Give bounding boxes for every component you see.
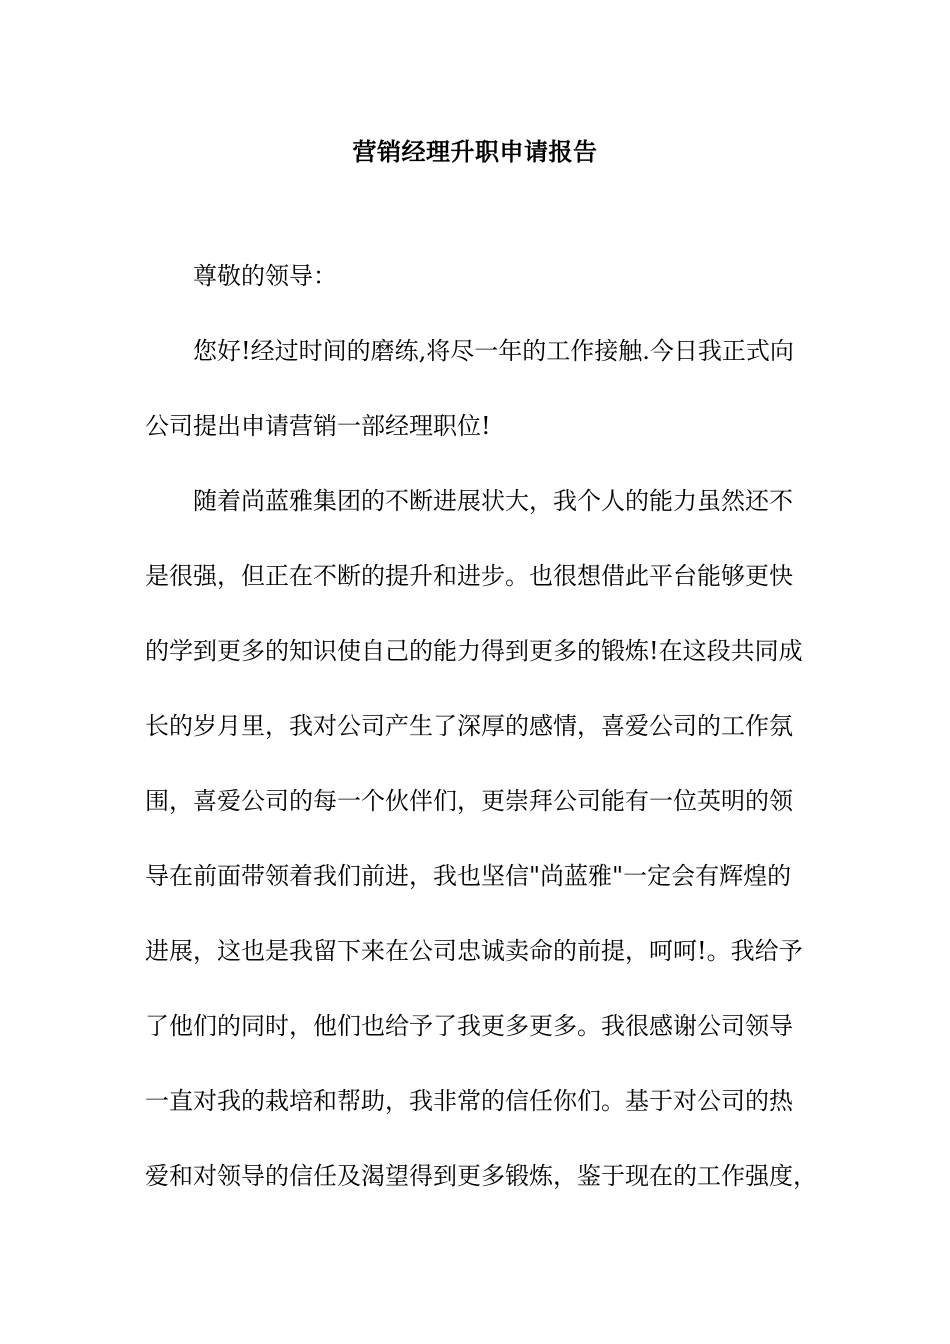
salutation-line: 尊敬的领导：	[193, 262, 337, 290]
paragraph-line: 随着尚蓝雅集团的不断进展状大，我个人的能力虽然还不	[193, 487, 793, 515]
document-title: 营销经理升职申请报告	[352, 137, 598, 166]
paragraph-line: 一直对我的栽培和帮助，我非常的信任你们。基于对公司的热	[145, 1087, 793, 1115]
paragraph-line: 的学到更多的知识使自己的能力得到更多的锻炼!在这段共同成	[145, 637, 803, 665]
paragraph-line: 您好!经过时间的磨练,将尽一年的工作接触.今日我正式向	[193, 337, 794, 365]
paragraph-line: 是很强，但正在不断的提升和进步。也很想借此平台能够更快	[145, 562, 793, 590]
paragraph-line: 了他们的同时，他们也给予了我更多更多。我很感谢公司领导	[145, 1012, 793, 1040]
paragraph-line: 围，喜爱公司的每一个伙伴们，更崇拜公司能有一位英明的领	[145, 787, 793, 815]
paragraph-line: 爱和对领导的信任及渴望得到更多锻炼，鉴于现在的工作强度，	[145, 1162, 817, 1190]
paragraph-line: 长的岁月里，我对公司产生了深厚的感情，喜爱公司的工作氛	[145, 712, 793, 740]
paragraph-line: 导在前面带领着我们前进，我也坚信"尚蓝雅"一定会有辉煌的	[145, 862, 792, 890]
paragraph-line: 进展，这也是我留下来在公司忠诚卖命的前提，呵呵!。我给予	[145, 937, 803, 965]
paragraph-line: 公司提出申请营销一部经理职位!	[145, 412, 491, 440]
document-body	[145, 253, 817, 1228]
